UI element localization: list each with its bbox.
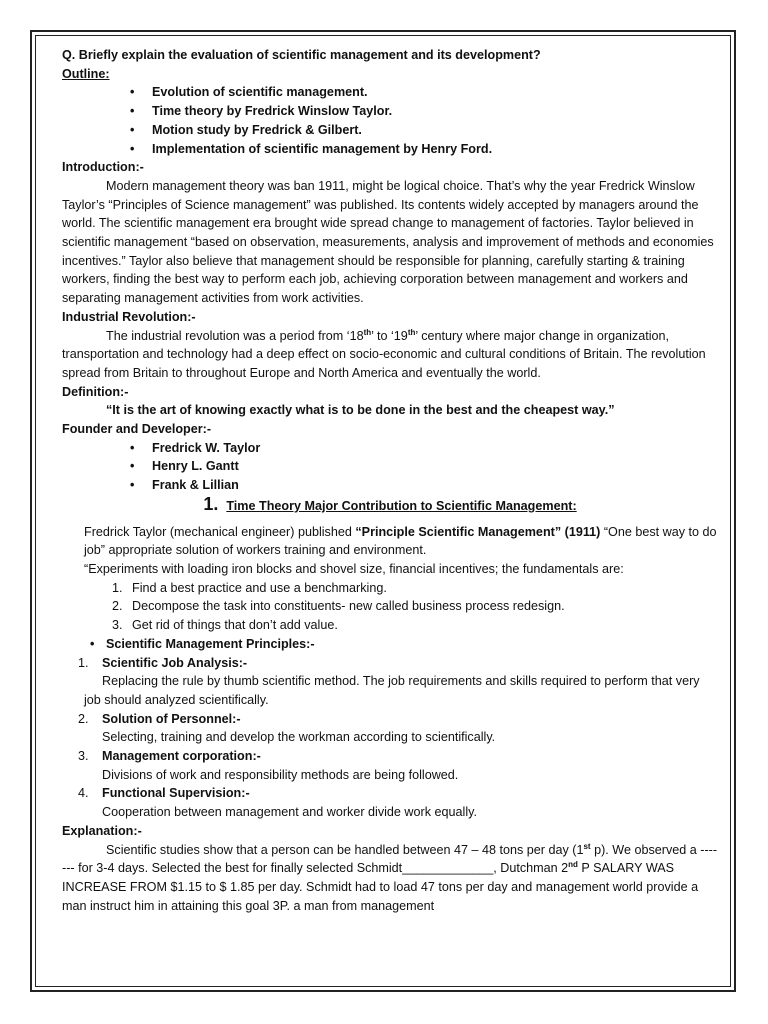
item-number: 3.	[78, 749, 89, 764]
principle-title: Scientific Job Analysis:-	[102, 655, 248, 670]
para-text: Fredrick Taylor (mechanical engineer) published	[84, 524, 356, 539]
industrial-text-3: ’ century where major change in organization, transportation and technology had a deep effect on socio-economic and cultural conditions of Britain. The revolution spread from Britain to throughout Europe and North America and eventually the world.	[62, 328, 706, 380]
definition-quote: “It is the art of knowing exactly what is to be done in the best and the cheapest way.”	[106, 403, 615, 418]
outline-list	[62, 83, 718, 158]
principle-item	[62, 747, 718, 766]
principle-item	[62, 654, 718, 673]
principle-description: Cooperation between management and worker divide work equally.	[102, 805, 477, 820]
item-text: Get rid of things that don’t add value.	[132, 618, 338, 633]
item-text: Decompose the task into constituents- new called business process redesign.	[132, 599, 565, 614]
explanation-text-3: P SALARY WAS INCREASE FROM $1.15 to $ 1.85 per day. Schmidt had to load 47 tons per day and management world provide a man instruct him in attaining this goal 3P. a man from management	[62, 861, 699, 913]
explanation-paragraph	[62, 841, 718, 916]
introduction-paragraph: Modern management theory was ban 1911, might be logical choice. That’s why the year Fredrick Winslow Taylor’s “Principles of Science management” was published. Its contents widely accepted by managers around the world. The scientific management era brought wide spread change to management of factories. Taylor believed in scientific management “based on observation, measurements, analysis and improvement of methods and economies incentives.” Taylor also believe that management should be responsible for planning, carefully starting & training workers, finding the best way to perform each job, achieving corporation between management and workers and separating management activities from work activities.	[62, 178, 714, 306]
introduction-heading: Introduction:-	[62, 160, 144, 175]
item-number: 1.	[78, 655, 89, 670]
outline-item: • Implementation of scientific management by Henry Ford.	[62, 140, 718, 159]
superscript: st	[583, 841, 591, 851]
principle-item	[62, 710, 718, 729]
item-number: 1.	[112, 580, 123, 595]
principle-title: Management corporation:-	[102, 749, 261, 764]
principle-description: Divisions of work and responsibility methods are being followed.	[102, 767, 459, 782]
founders-heading: Founder and Developer:-	[62, 422, 212, 437]
explanation-text-1: Scientific studies show that a person can be handled between 47 – 48 tons per day (1	[106, 842, 584, 857]
industrial-text-1: The industrial revolution was a period from ‘18	[106, 328, 364, 343]
principle-title: Solution of Personnel:-	[102, 711, 241, 726]
item-number: 3.	[112, 618, 123, 633]
founder-item: • Fredrick W. Taylor	[62, 439, 718, 458]
industrial-paragraph	[62, 327, 718, 383]
outline-item: • Evolution of scientific management.	[62, 83, 718, 102]
definition-heading: Definition:-	[62, 384, 129, 399]
principle-item	[62, 784, 718, 803]
item-number: 2.	[78, 711, 89, 726]
founder-item: • Henry L. Gantt	[62, 457, 718, 476]
section-number: 1.	[203, 493, 219, 514]
fundamental-item	[62, 579, 718, 598]
section-1-heading	[62, 495, 718, 516]
explanation-text-2: p). We observed a ------- for 3-4 days. Selected the best for finally selected Schmidt_____________, Dutchman 2	[62, 842, 718, 876]
item-text: Find a best practice and use a benchmarking.	[132, 580, 387, 595]
superscript: th	[363, 327, 372, 337]
explanation-heading: Explanation:-	[62, 823, 142, 838]
item-number: 4.	[78, 786, 89, 801]
principle-description: Selecting, training and develop the workman according to scientifically.	[102, 730, 496, 745]
section-title: Time Theory Major Contribution to Scientific Management:	[226, 498, 577, 513]
question-heading: Q. Briefly explain the evaluation of scientific management and its development?	[62, 48, 541, 62]
outline-item: • Time theory by Fredrick Winslow Taylor.	[62, 102, 718, 121]
book-title: “Principle Scientific Management” (1911)	[355, 524, 601, 539]
principle-description: Replacing the rule by thumb scientific method. The job requirements and skills required to perform that very job should analyzed scientifically.	[84, 674, 700, 707]
item-number: 2.	[112, 599, 123, 614]
fundamentals-list	[62, 579, 718, 635]
founders-list	[62, 439, 718, 495]
document-body	[62, 46, 718, 915]
principle-title: Functional Supervision:-	[102, 786, 250, 801]
outline-heading: Outline:	[62, 66, 110, 81]
superscript: nd	[568, 860, 578, 870]
principles-heading: • Scientific Management Principles:-	[62, 635, 718, 654]
fundamental-item	[62, 616, 718, 635]
experiments-paragraph: “Experiments with loading iron blocks and shovel size, financial incentives; the fundamentals are:	[84, 561, 624, 576]
para-text: “One best way to do job” appropriate solution of workers training and environment.	[84, 524, 717, 558]
section-1-paragraph	[62, 523, 718, 560]
industrial-text-2: ’ to ‘19	[371, 328, 408, 343]
founder-item: • Frank & Lillian	[62, 476, 718, 495]
outline-item: • Motion study by Fredrick & Gilbert.	[62, 121, 718, 140]
superscript: th	[407, 327, 416, 337]
industrial-heading: Industrial Revolution:-	[62, 309, 196, 324]
fundamental-item	[62, 597, 718, 616]
